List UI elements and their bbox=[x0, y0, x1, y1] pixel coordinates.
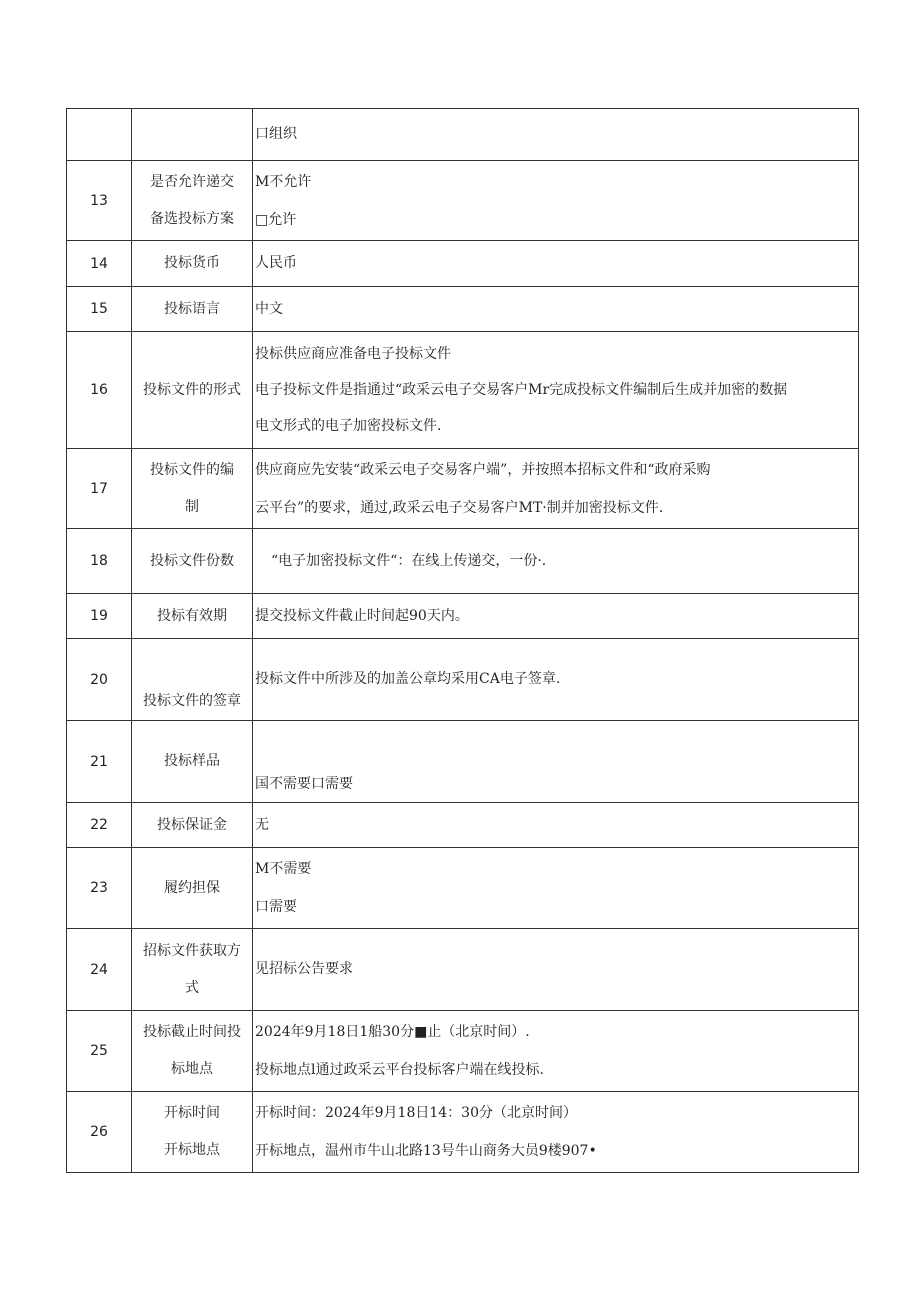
table-row bbox=[67, 241, 859, 287]
row-label: 投标语言 bbox=[132, 287, 253, 332]
row-number: 24 bbox=[67, 929, 132, 1011]
row-value: “电子加密投标文件“：在线上传递交，一份·. bbox=[253, 529, 859, 594]
row-number: 16 bbox=[67, 332, 132, 449]
table-row bbox=[67, 929, 859, 1011]
row-label: 投标截止时间投 标地点 bbox=[132, 1011, 253, 1092]
row-label: 投标文件份数 bbox=[132, 529, 253, 594]
row-label: 投标文件的签章 bbox=[132, 639, 253, 721]
row-value: 人民币 bbox=[253, 241, 859, 287]
row-label: 开标时间 开标地点 bbox=[132, 1092, 253, 1173]
table-row bbox=[67, 287, 859, 332]
row-value: 口组织 bbox=[253, 109, 859, 161]
row-label: 投标保证金 bbox=[132, 803, 253, 848]
table-row bbox=[67, 449, 859, 529]
row-value: 提交投标文件截止时间起90天内。 bbox=[253, 594, 859, 639]
row-number: 20 bbox=[67, 639, 132, 721]
row-label bbox=[132, 109, 253, 161]
row-label: 履约担保 bbox=[132, 848, 253, 929]
row-value: 见招标公告要求 bbox=[253, 929, 859, 1011]
row-value: M不需要 口需要 bbox=[253, 848, 859, 929]
row-value: M不允许 □允许 bbox=[253, 161, 859, 241]
table-row bbox=[67, 529, 859, 594]
row-value: 供应商应先安装“政采云电子交易客户端”，并按照本招标文件和“政府采购 云平台”的要求，通过,政采云电子交易客户MT·制并加密投标文件. bbox=[253, 449, 859, 529]
row-value: 无 bbox=[253, 803, 859, 848]
row-value: 2024年9月18日1船30分■止（北京时间）. 投标地点l通过政采云平台投标客户端在线投标. bbox=[253, 1011, 859, 1092]
row-number bbox=[67, 109, 132, 161]
row-value: 开标时间：2024年9月18日14：30分（北京时间） 开标地点，温州市牛山北路13号牛山商务大员9楼907• bbox=[253, 1092, 859, 1173]
row-value: 国不需要口需要 bbox=[253, 721, 859, 803]
row-number: 21 bbox=[67, 721, 132, 803]
row-label: 招标文件获取方 式 bbox=[132, 929, 253, 1011]
row-number: 13 bbox=[67, 161, 132, 241]
table-row bbox=[67, 594, 859, 639]
row-number: 23 bbox=[67, 848, 132, 929]
row-label: 投标货币 bbox=[132, 241, 253, 287]
row-number: 18 bbox=[67, 529, 132, 594]
table-row bbox=[67, 1011, 859, 1092]
row-number: 26 bbox=[67, 1092, 132, 1173]
table-row bbox=[67, 721, 859, 803]
table-row bbox=[67, 332, 859, 449]
row-label: 投标样品 bbox=[132, 721, 253, 803]
row-value: 投标供应商应准备电子投标文件 电子投标文件是指通过“政采云电子交易客户Mr完成投标文件编制后生成并加密的数据 电文形式的电子加密投标文件. bbox=[253, 332, 859, 449]
row-number: 15 bbox=[67, 287, 132, 332]
row-label: 投标文件的编 制 bbox=[132, 449, 253, 529]
table-row bbox=[67, 161, 859, 241]
row-label: 投标文件的形式 bbox=[132, 332, 253, 449]
row-value: 中文 bbox=[253, 287, 859, 332]
table-row bbox=[67, 109, 859, 161]
table-row bbox=[67, 1092, 859, 1173]
row-number: 22 bbox=[67, 803, 132, 848]
row-number: 17 bbox=[67, 449, 132, 529]
table-row bbox=[67, 803, 859, 848]
row-value: 投标文件中所涉及的加盖公章均采用CA电子签章. bbox=[253, 639, 859, 721]
row-number: 19 bbox=[67, 594, 132, 639]
tender-info-table bbox=[66, 108, 859, 1173]
table-row bbox=[67, 639, 859, 721]
row-label: 是否允许递交 备选投标方案 bbox=[132, 161, 253, 241]
row-number: 14 bbox=[67, 241, 132, 287]
row-label: 投标有效期 bbox=[132, 594, 253, 639]
row-number: 25 bbox=[67, 1011, 132, 1092]
table-row bbox=[67, 848, 859, 929]
